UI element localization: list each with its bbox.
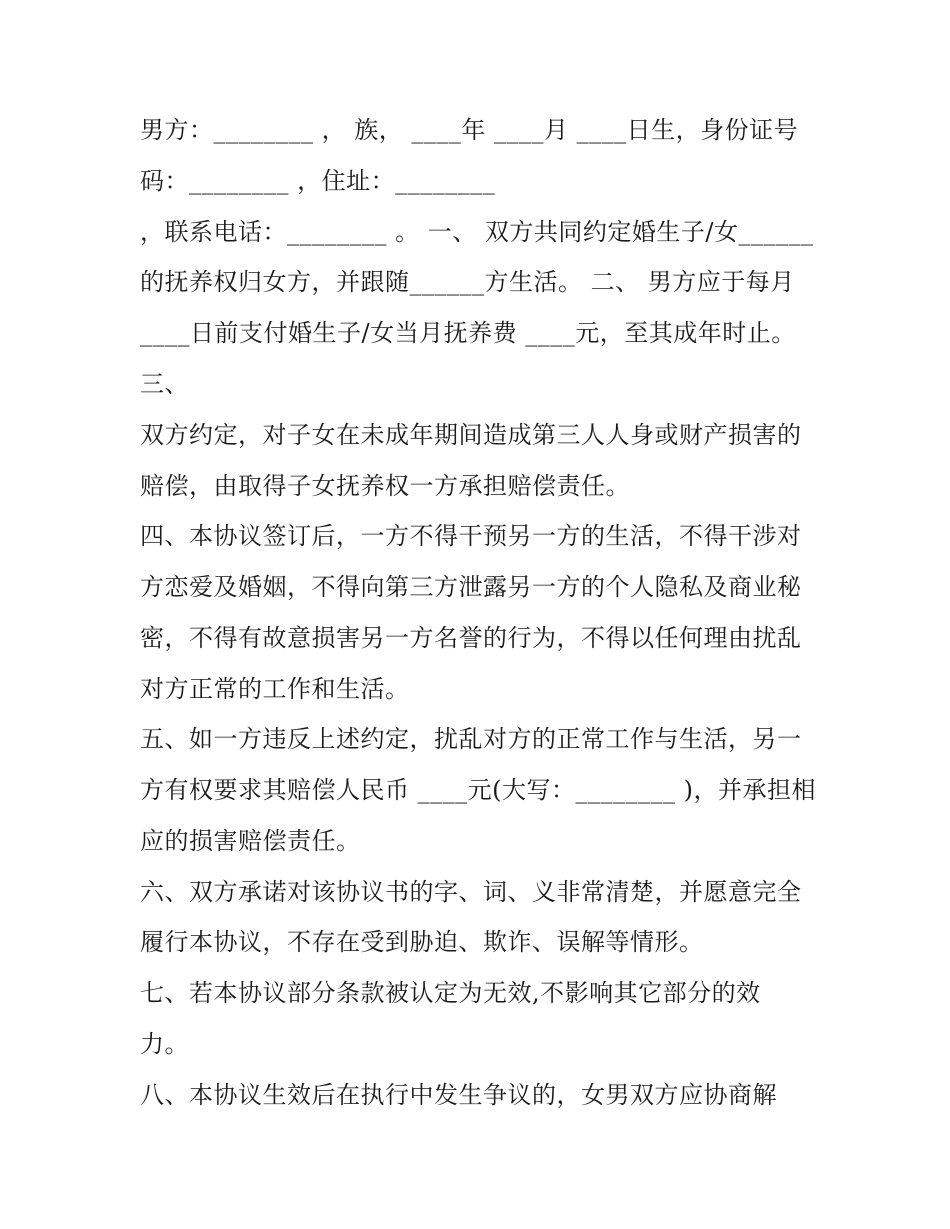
text-line: 方有权要求其赔偿人民币 ____元(大写：________ )，并承担相: [140, 776, 816, 804]
text-line: ，联系电话：________ 。 一、 双方共同约定婚生子/女______: [140, 218, 814, 246]
text-line: 赔偿，由取得子女抚养权一方承担赔偿责任。: [140, 472, 630, 500]
text-line: 双方约定，对子女在未成年期间造成第三人人身或财产损害的: [140, 421, 802, 449]
text-line: 六、双方承诺对该协议书的字、词、义非常清楚，并愿意完全: [140, 878, 802, 906]
text-line: 七、若本协议部分条款被认定为无效,不影响其它部分的效: [140, 979, 761, 1007]
text-line: 八、本协议生效后在执行中发生争议的，女男双方应协商解: [140, 1081, 777, 1109]
text-line: 码：________ ，住址：________: [140, 167, 496, 195]
text-line: 三、: [140, 370, 189, 398]
text-line: 的抚养权归女方，并跟随______方生活。 二、 男方应于每月: [140, 268, 795, 296]
text-line: 五、如一方违反上述约定，扰乱对方的正常工作与生活，另一: [140, 725, 802, 753]
text-line: 男方：________ ， 族， ____年 ____月 ____日生，身份证号: [140, 116, 799, 144]
text-line: 对方正常的工作和生活。: [140, 675, 410, 703]
text-line: 应的损害赔偿责任。: [140, 827, 361, 855]
text-line: 力。: [140, 1030, 189, 1058]
text-line: ____日前支付婚生子/女当月抚养费 ____元，至其成年时止。: [140, 319, 796, 347]
text-line: 密，不得有故意损害另一方名誉的行为，不得以任何理由扰乱: [140, 624, 802, 652]
text-line: 履行本协议，不存在受到胁迫、欺诈、误解等情形。: [140, 928, 704, 956]
text-line: 四、本协议签订后，一方不得干预另一方的生活，不得干涉对: [140, 522, 802, 550]
text-line: 方恋爱及婚姻，不得向第三方泄露另一方的个人隐私及商业秘: [140, 573, 802, 601]
